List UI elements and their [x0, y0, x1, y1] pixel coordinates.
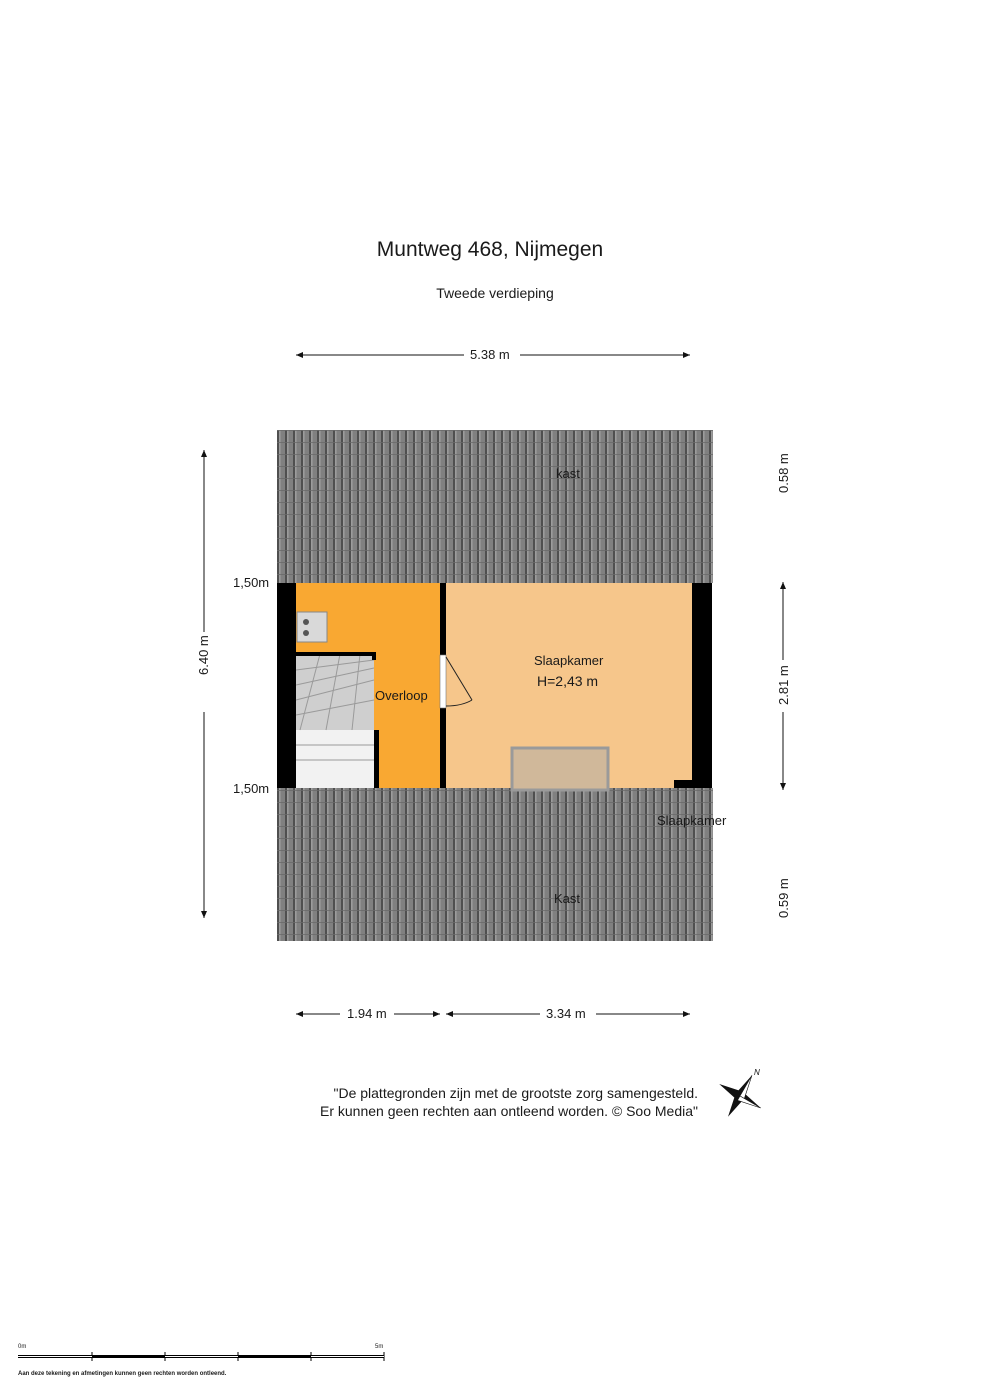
- roof-height-lower-label: 1,50m: [233, 781, 270, 796]
- disclaimer: [260, 1084, 698, 1120]
- compass-north-label: N: [754, 1068, 760, 1077]
- dormer-window: [512, 748, 608, 790]
- disclaimer-line-1: "De plattegronden zijn met de grootste zorg samengesteld.: [333, 1085, 698, 1101]
- scale-start-label: 0m: [18, 1344, 27, 1350]
- dimension-right-top-label: 0.58 m: [776, 450, 791, 496]
- roof-kast-bottom: [277, 788, 713, 941]
- disclaimer-line-2: Er kunnen geen rechten aan ontleend worden. © Soo Media": [320, 1103, 698, 1119]
- room-label-slaapkamer-outside: Slaapkamer: [657, 813, 727, 828]
- dimension-bottom-left-label: 1.94 m: [344, 1006, 390, 1021]
- room-height-label: H=2,43 m: [537, 673, 599, 689]
- room-label-overloop: Overloop: [375, 688, 428, 703]
- scale-bar: [18, 1352, 384, 1361]
- roof-kast-top: [277, 430, 713, 583]
- scale-note: Aan deze tekening en afmetingen kunnen geen rechten worden ontleend.: [18, 1371, 227, 1377]
- dimension-top-label: 5.38 m: [467, 347, 513, 362]
- dimension-right-middle-label: 2.81 m: [776, 662, 791, 708]
- staircase: [294, 652, 379, 788]
- scale-end-label: 5m: [375, 1344, 384, 1350]
- sink-icon: [297, 612, 327, 642]
- compass-icon: [707, 1063, 773, 1129]
- room-label-kast-bottom: Kast: [554, 891, 581, 906]
- roof-height-upper-label: 1,50m: [233, 575, 270, 590]
- room-label-slaapkamer: Slaapkamer: [534, 653, 604, 668]
- dimension-left-label: 6.40 m: [196, 632, 211, 678]
- dimension-right-bottom-label: 0.59 m: [776, 875, 791, 921]
- page-title: Muntweg 468, Nijmegen: [376, 238, 604, 261]
- room-label-kast-top: kast: [556, 466, 580, 481]
- floor-subtitle: Tweede verdieping: [436, 285, 554, 301]
- dimension-bottom-right-label: 3.34 m: [543, 1006, 589, 1021]
